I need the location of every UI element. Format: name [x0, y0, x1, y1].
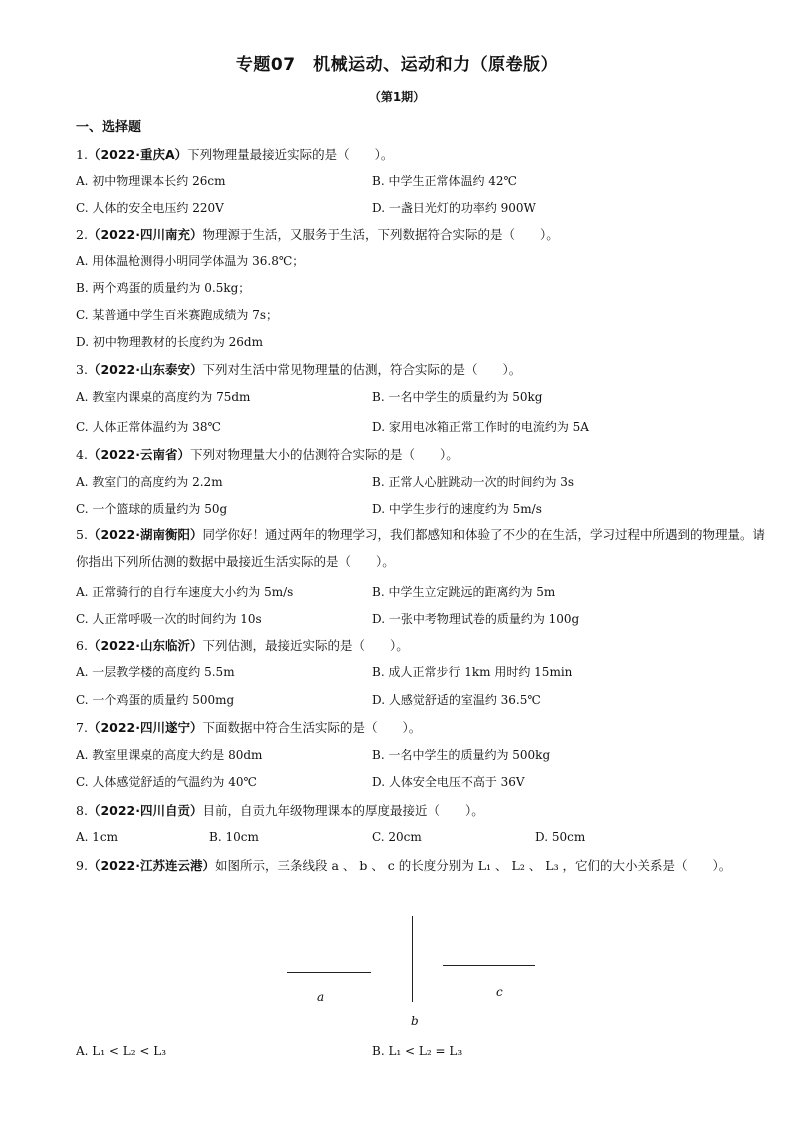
option-a: A. 初中物理课本长约 26cm: [76, 174, 226, 188]
question-3: [76, 360, 521, 378]
question-text: 下列估测，最接近实际的是（ ）。: [202, 638, 409, 653]
option-c: C. 人体正常体温约为 38℃: [76, 420, 221, 434]
question-source: （2022·江苏连云港）: [87, 858, 215, 873]
question-number: 2.: [76, 227, 88, 242]
question-1: [76, 145, 393, 163]
question-7: [76, 718, 421, 736]
question-text: 同学你好！通过两年的物理学习，我们都感知和体验了不少的在生活，学习过程中所遇到的物理量。请你指出下列所估测的数据中最接近生活实际的是（ ）。: [76, 527, 765, 569]
option-b: B. 两个鸡蛋的质量约为 0.5kg；: [76, 281, 251, 295]
option-c: C. 人体感觉舒适的气温约为 40℃: [76, 775, 257, 789]
question-text: 下列对生活中常见物理量的估测，符合实际的是（ ）。: [202, 362, 522, 377]
question-number: 9.: [76, 858, 88, 873]
option-b: B. 中学生正常体温约 42℃: [372, 174, 517, 188]
option-b: B. 正常人心脏跳动一次的时间约为 3s: [372, 475, 575, 489]
option-c: C. 一个篮球的质量约为 50g: [76, 502, 228, 516]
question-number: 3.: [76, 362, 88, 377]
label-b: b: [411, 1014, 419, 1028]
option-b: B. 成人正常步行 1km 用时约 15min: [372, 665, 573, 679]
option-b: B. 10cm: [209, 830, 259, 844]
question-2: [76, 225, 559, 243]
option-c: C. 人体的安全电压约 220V: [76, 201, 224, 215]
option-c: C. 20cm: [372, 830, 422, 844]
question-number: 7.: [76, 720, 88, 735]
question-text: 如图所示，三条线段 a 、 b 、 c 的长度分别为 L₁ 、 L₂ 、 L₃ ，它们的大小关系是（ ）。: [214, 858, 732, 873]
option-b: B. 一名中学生的质量约为 500kg: [372, 748, 551, 762]
option-a: A. 教室内课桌的高度约为 75dm: [76, 390, 251, 404]
option-c: C. 一个鸡蛋的质量约 500mg: [76, 693, 235, 707]
question-text: 下列对物理量大小的估测符合实际的是（ ）。: [189, 447, 459, 462]
option-a: A. 用体温枪测得小明同学体温为 36.8℃；: [76, 254, 305, 268]
question-text: 目前，自贡九年级物理课本的厚度最接近（ ）。: [202, 803, 484, 818]
question-number: 6.: [76, 638, 88, 653]
option-d: D. 初中物理教材的长度约为 26dm: [76, 335, 263, 349]
option-a: A. L₁ < L₂ < L₃: [76, 1044, 166, 1058]
option-a: A. 教室里课桌的高度大约是 80dm: [76, 748, 263, 762]
question-4: [76, 445, 459, 463]
option-b: B. 中学生立定跳远的距离约为 5m: [372, 585, 556, 599]
question-source: （2022·四川南充）: [87, 227, 203, 242]
option-d: D. 家用电冰箱正常工作时的电流约为 5A: [372, 420, 589, 434]
option-d: D. 50cm: [535, 830, 586, 844]
option-b: B. L₁ < L₂ = L₃: [372, 1044, 463, 1058]
question-text: 下列物理量最接近实际的是（ ）。: [187, 147, 394, 162]
option-d: D. 一盏日光灯的功率约 900W: [372, 201, 536, 215]
question-text: 物理源于生活，又服务于生活，下列数据符合实际的是（ ）。: [202, 227, 559, 242]
option-d: D. 人感觉舒适的室温约 36.5℃: [372, 693, 541, 707]
segment-c: [443, 965, 535, 966]
option-d: D. 人体安全电压不高于 36V: [372, 775, 525, 789]
question-number: 5.: [76, 527, 88, 542]
page-title: 专题07 机械运动、运动和力（原卷版）: [235, 55, 559, 75]
option-a: A. 一层教学楼的高度约 5.5m: [76, 665, 235, 679]
label-c: c: [496, 985, 503, 999]
question-number: 1.: [76, 147, 88, 162]
question-source: （2022·四川遂宁）: [87, 720, 203, 735]
option-b: B. 一名中学生的质量约为 50kg: [372, 390, 543, 404]
question-8: [76, 801, 484, 819]
question-source: （2022·云南省）: [87, 447, 190, 462]
question-source: （2022·山东泰安）: [87, 362, 203, 377]
section-heading: 一、选择题: [76, 120, 142, 135]
question-source: （2022·山东临沂）: [87, 638, 203, 653]
question-9: [49, 852, 776, 879]
question-number: 4.: [76, 447, 88, 462]
question-5: [49, 521, 776, 575]
question-text: 下面数据中符合生活实际的是（ ）。: [202, 720, 422, 735]
segment-a: [287, 972, 371, 973]
question-source: （2022·湖南衡阳）: [87, 527, 203, 542]
option-a: A. 教室门的高度约为 2.2m: [76, 475, 223, 489]
option-a: A. 正常骑行的自行车速度大小约为 5m/s: [76, 585, 294, 599]
page-subtitle: （第1期）: [368, 90, 426, 104]
option-c: C. 人正常呼吸一次的时间约为 10s: [76, 612, 262, 626]
option-d: D. 一张中考物理试卷的质量约为 100g: [372, 612, 580, 626]
option-a: A. 1cm: [76, 830, 119, 844]
option-c: C. 某普通中学生百米赛跑成绩为 7s；: [76, 308, 278, 322]
question-source: （2022·四川自贡）: [87, 803, 203, 818]
option-d: D. 中学生步行的速度约为 5m/s: [372, 502, 542, 516]
label-a: a: [317, 990, 325, 1004]
question-6: [76, 636, 409, 654]
question-number: 8.: [76, 803, 88, 818]
question-source: （2022·重庆A）: [87, 147, 188, 162]
segment-b: [412, 916, 413, 1002]
